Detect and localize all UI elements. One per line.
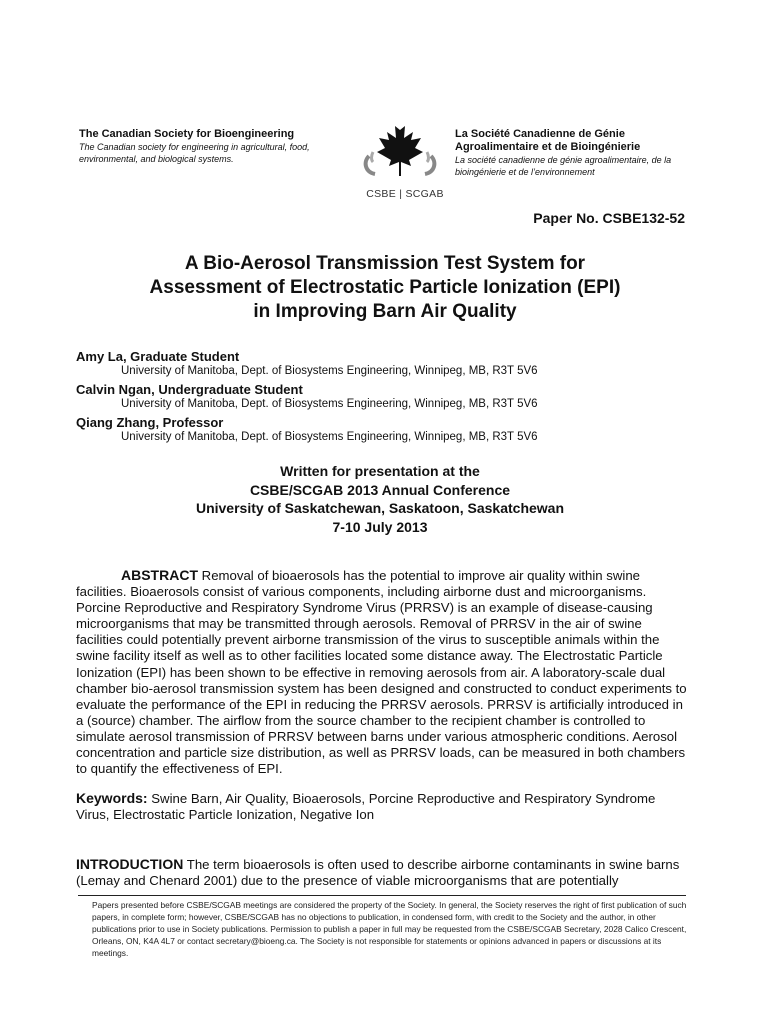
csbe-logo: [355, 116, 445, 206]
introduction-section: [76, 856, 691, 889]
society-english: [79, 128, 359, 165]
presentation-line-4: 7-10 July 2013: [332, 518, 428, 535]
author-affiliation: University of Manitoba, Dept. of Biosystems Engineering, Winnipeg, MB, R3T 5V6: [121, 398, 538, 410]
society-desc-en: The Canadian society for engineering in agricultural, food, environmental, and biological systems.: [79, 142, 310, 164]
keywords-text: Swine Barn, Air Quality, Bioaerosols, Porcine Reproductive and Respiratory Syndrome Virus, Electrostatic Particle Ionization, Negative Ion: [76, 791, 656, 823]
keywords-label: Keywords:: [76, 790, 148, 806]
author-name: Amy La, Graduate Student: [76, 349, 240, 364]
introduction-label: INTRODUCTION: [76, 856, 184, 872]
presentation-info: [110, 462, 650, 536]
title-line-1: A Bio-Aerosol Transmission Test System for: [184, 253, 586, 274]
presentation-line-3: University of Saskatchewan, Saskatoon, Saskatchewan: [195, 500, 565, 516]
introduction-text: The term bioaerosols is often used to describe airborne contaminants in swine barns (Lemay and Chenard 2001) due to the presence of viable microorganisms that are potentially: [76, 857, 680, 889]
maple-leaf-icon: [355, 116, 445, 188]
footnote-divider: [78, 895, 686, 896]
author-name: Qiang Zhang, Professor: [76, 415, 224, 430]
society-name-fr: La Société Canadienne de Génie Agroalimentaire et de Bioingénierie: [455, 128, 641, 153]
presentation-line-1: Written for presentation at the: [280, 463, 480, 479]
abstract-text: Removal of bioaerosols has the potential to improve air quality within swine facilities. Bioaerosols consist of various components, including airborne dust and microorganisms. Porcine Reproductive and Respiratory Syndrome Virus (PRRSV) is an example of disease-causing microorganisms that may be transmitted through aerosols. Removal of PRRSV in the air of swine facilities could potentially prevent airborne transmission of the virus to susceptible animals within the swine facility itself as well as to other facilities located some distance away. The Electrostatic Particle Ionization (EPI) has been shown to be effective in removing aerosols from air. A laboratory-scale dual chamber bio-aerosol transmission system has been designed and constructed to conduct experiments to evaluate the performance of the EPI in reducing the PRRSV aerosols. PRRSV is artificially introduced in a (source) chamber. The airflow from the source chamber to the recipient chamber is controlled to simulate aerosol transmission of PRRSV between barns under various atmospheric conditions. Aerosol concentration and particle size distribution, as well as PRRSV loads, can be measured in both chambers to quantify the effectiveness of EPI.: [76, 568, 687, 777]
title-line-2: Assessment of Electrostatic Particle Ionization (EPI): [149, 277, 621, 298]
abstract-label: ABSTRACT: [121, 567, 198, 583]
author-name: Calvin Ngan, Undergraduate Student: [76, 382, 303, 397]
paper-number: Paper No. CSBE132-52: [533, 210, 685, 226]
paper-title: [60, 252, 710, 324]
abstract-section: [76, 567, 691, 777]
author-entry: [76, 415, 696, 445]
author-affiliation: University of Manitoba, Dept. of Biosystems Engineering, Winnipeg, MB, R3T 5V6: [121, 431, 538, 443]
author-entry: [76, 349, 696, 379]
author-list: [76, 346, 696, 445]
society-french: [455, 128, 705, 178]
society-desc-fr: La société canadienne de génie agroalimentaire, de la bioingénierie et de l’environnement: [455, 155, 672, 177]
keywords-section: [76, 790, 691, 823]
presentation-line-2: CSBE/SCGAB 2013 Annual Conference: [249, 481, 511, 498]
society-name-en: The Canadian Society for Bioengineering: [79, 128, 295, 140]
logo-text: CSBE | SCGAB: [366, 188, 444, 200]
author-affiliation: University of Manitoba, Dept. of Biosystems Engineering, Winnipeg, MB, R3T 5V6: [121, 365, 538, 377]
author-entry: [76, 382, 696, 412]
copyright-footnote: Papers presented before CSBE/SCGAB meetings are considered the property of the Society. In general, the Society reserves the right of first publication of such papers, in complete form; however, CSBE/SCGAB has no objections to publication, in condensed form, with credit to the Society and the author, in other publications prior to use in Society publications. Permission to publish a paper in full may be requested from the CSBE/SCGAB Secretary, 2028 Calico Crescent, Orleans, ON, K4A 4L7 or contact secretary@bioeng.ca. The Society is not responsible for statements or opinions advanced in papers or discussions at its meetings.: [92, 900, 687, 958]
title-line-3: in Improving Barn Air Quality: [253, 301, 517, 322]
